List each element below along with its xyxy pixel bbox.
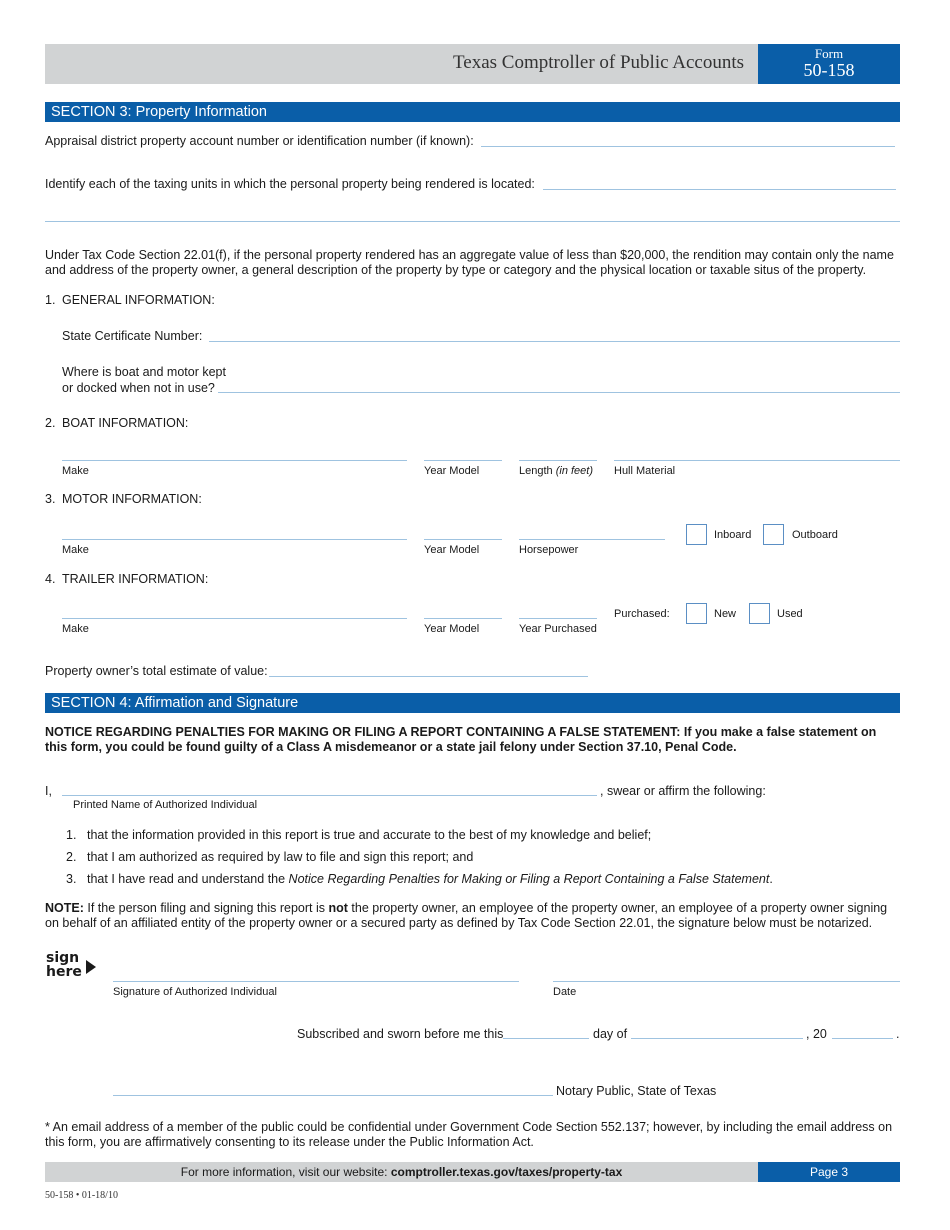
sign-word: sign bbox=[46, 950, 80, 966]
tax-code-notice-line1: Under Tax Code Section 22.01(f), if the personal property rendered has an aggregate value of less than $20,000, the rendition may contain only the name bbox=[45, 248, 894, 262]
new-label: New bbox=[714, 608, 737, 620]
account-number-field[interactable] bbox=[481, 146, 895, 147]
taxing-units-field[interactable] bbox=[543, 189, 896, 190]
footer-info bbox=[45, 1162, 758, 1182]
motor-year-field[interactable] bbox=[424, 539, 502, 540]
boat-hull-label: Hull Material bbox=[614, 465, 676, 477]
notarize-note bbox=[45, 901, 903, 931]
trailer-make-label: Make bbox=[62, 623, 89, 635]
notary-month-field[interactable] bbox=[631, 1038, 803, 1039]
boat-year-label: Year Model bbox=[424, 465, 480, 477]
kept-label-line1: Where is boat and motor kept bbox=[62, 365, 226, 379]
signature-field[interactable] bbox=[113, 981, 519, 982]
printed-name-label: Printed Name of Authorized Individual bbox=[73, 799, 258, 811]
trailer-heading: TRAILER INFORMATION: bbox=[62, 572, 209, 586]
motor-horsepower-label: Horsepower bbox=[519, 544, 579, 556]
sign-arrow-icon bbox=[86, 960, 96, 974]
period-label: . bbox=[896, 1027, 900, 1041]
general-num: 1. bbox=[45, 293, 56, 307]
trailer-make-field[interactable] bbox=[62, 618, 407, 619]
footer-info-prefix: For more information, visit our website: bbox=[180, 1165, 391, 1179]
section4-title: SECTION 4: Affirmation and Signature bbox=[45, 693, 900, 713]
used-checkbox[interactable] bbox=[749, 603, 770, 624]
affirm-item-3-suffix: . bbox=[769, 872, 773, 886]
inboard-checkbox[interactable] bbox=[686, 524, 707, 545]
boat-make-field[interactable] bbox=[62, 460, 407, 461]
boat-length-text: Length bbox=[519, 465, 553, 477]
affirm-item-1-num: 1. bbox=[66, 828, 77, 842]
date-field[interactable] bbox=[553, 981, 900, 982]
notary-year-field[interactable] bbox=[832, 1038, 893, 1039]
penalty-notice bbox=[45, 725, 903, 755]
purchased-label: Purchased: bbox=[614, 608, 670, 620]
boat-year-field[interactable] bbox=[424, 460, 502, 461]
penalty-notice-line2: this form, you could be found guilty of a Class A misdemeanor or a state jail felony under Section 37.10, Penal Code. bbox=[45, 740, 737, 754]
i-label: I, bbox=[45, 784, 52, 798]
form-number-box bbox=[758, 44, 900, 84]
boat-length-field[interactable] bbox=[519, 460, 597, 461]
email-note-line1: * An email address of a member of the public could be confidential under Government Code Section 552.137; however, by including the email address on bbox=[45, 1120, 893, 1134]
boat-length-label bbox=[519, 465, 593, 477]
account-number-label: Appraisal district property account number or identification number (if known): bbox=[45, 134, 474, 148]
boat-location-field[interactable] bbox=[218, 392, 900, 393]
motor-heading: MOTOR INFORMATION: bbox=[62, 492, 202, 506]
boat-num: 2. bbox=[45, 416, 56, 430]
motor-year-label: Year Model bbox=[424, 544, 480, 556]
estimate-field[interactable] bbox=[269, 676, 588, 677]
notary-day-field[interactable] bbox=[503, 1038, 589, 1039]
form-number: 50-158 bbox=[803, 60, 855, 80]
boat-heading: BOAT INFORMATION: bbox=[62, 416, 189, 430]
trailer-year-label: Year Model bbox=[424, 623, 480, 635]
subscribed-label: Subscribed and sworn before me this bbox=[297, 1027, 504, 1041]
state-certificate-label: State Certificate Number: bbox=[62, 329, 203, 343]
motor-horsepower-field[interactable] bbox=[519, 539, 665, 540]
section3-title: SECTION 3: Property Information bbox=[45, 102, 900, 122]
notarize-note-line2: on behalf of an affiliated entity of the property owner or a secured party as defined by Tax Code Section 22.01, the signature below must be notarized. bbox=[45, 916, 873, 930]
affirm-item-2: that I am authorized as required by law to file and sign this report; and bbox=[87, 850, 474, 864]
email-note bbox=[45, 1120, 903, 1150]
notary-label: Notary Public, State of Texas bbox=[556, 1084, 717, 1098]
tax-code-notice-line2: and address of the property owner, a general description of the property by type or category and the physical location or taxable situs of the property. bbox=[45, 263, 867, 277]
tax-code-notice bbox=[45, 248, 903, 278]
used-label: Used bbox=[777, 608, 803, 620]
trailer-num: 4. bbox=[45, 572, 56, 586]
affirm-item-3-num: 3. bbox=[66, 872, 77, 886]
affirm-item-3 bbox=[87, 872, 773, 886]
new-checkbox[interactable] bbox=[686, 603, 707, 624]
motor-num: 3. bbox=[45, 492, 56, 506]
trailer-year-field[interactable] bbox=[424, 618, 502, 619]
affirm-item-1: that the information provided in this report is true and accurate to the best of my knowledge and belief; bbox=[87, 828, 652, 842]
inboard-label: Inboard bbox=[714, 529, 752, 541]
swear-label: , swear or affirm the following: bbox=[600, 784, 766, 798]
note-part-b: the property owner, an employee of the property owner, an employee of a property owner signing bbox=[347, 901, 888, 915]
motor-make-label: Make bbox=[62, 544, 89, 556]
affirm-item-3-prefix: that I have read and understand the bbox=[87, 872, 289, 886]
affirm-item-3-italic: Notice Regarding Penalties for Making or Filing a Report Containing a False Statement bbox=[288, 872, 770, 886]
boat-length-unit: (in feet) bbox=[555, 465, 594, 477]
trailer-purchased-year-field[interactable] bbox=[519, 618, 597, 619]
agency-title: Texas Comptroller of Public Accounts bbox=[452, 52, 744, 73]
form-code: 50-158 • 01-18/10 bbox=[45, 1190, 118, 1201]
affirm-item-2-num: 2. bbox=[66, 850, 77, 864]
here-word: here bbox=[46, 964, 82, 980]
year-prefix-label: , 20 bbox=[806, 1027, 827, 1041]
notary-signature-field[interactable] bbox=[113, 1095, 553, 1096]
estimate-label: Property owner’s total estimate of value: bbox=[45, 664, 268, 678]
footer-website-link[interactable]: comptroller.texas.gov/taxes/property-tax bbox=[390, 1165, 623, 1179]
motor-make-field[interactable] bbox=[62, 539, 407, 540]
sign-here-label bbox=[46, 951, 82, 979]
boat-hull-field[interactable] bbox=[614, 460, 900, 461]
notarize-note-line1 bbox=[45, 901, 903, 916]
note-part-a: If the person filing and signing this report is bbox=[83, 901, 329, 915]
note-not: not bbox=[328, 901, 348, 915]
trailer-purchased-year-label: Year Purchased bbox=[519, 623, 597, 635]
outboard-label: Outboard bbox=[792, 529, 838, 541]
boat-make-label: Make bbox=[62, 465, 89, 477]
date-label: Date bbox=[553, 986, 577, 998]
kept-label bbox=[62, 364, 226, 396]
kept-label-line2: or docked when not in use? bbox=[62, 381, 215, 395]
day-of-label: day of bbox=[593, 1027, 628, 1041]
taxing-units-label: Identify each of the taxing units in which the personal property being rendered is located: bbox=[45, 177, 535, 191]
taxing-units-field-2[interactable] bbox=[45, 221, 900, 222]
form-label: Form bbox=[814, 46, 844, 61]
email-note-line2: this form, you are affirmatively consenting to its release under the Public Information Act. bbox=[45, 1135, 534, 1149]
signature-label: Signature of Authorized Individual bbox=[113, 986, 277, 998]
penalty-notice-line1: NOTICE REGARDING PENALTIES FOR MAKING OR FILING A REPORT CONTAINING A FALSE STATEMENT: If you make a false statement on bbox=[45, 725, 877, 739]
page-number: Page 3 bbox=[758, 1162, 900, 1182]
state-certificate-field[interactable] bbox=[209, 341, 900, 342]
outboard-checkbox[interactable] bbox=[763, 524, 784, 545]
general-heading: GENERAL INFORMATION: bbox=[62, 293, 215, 307]
printed-name-field[interactable] bbox=[62, 795, 597, 796]
note-bold: NOTE: bbox=[45, 901, 84, 915]
